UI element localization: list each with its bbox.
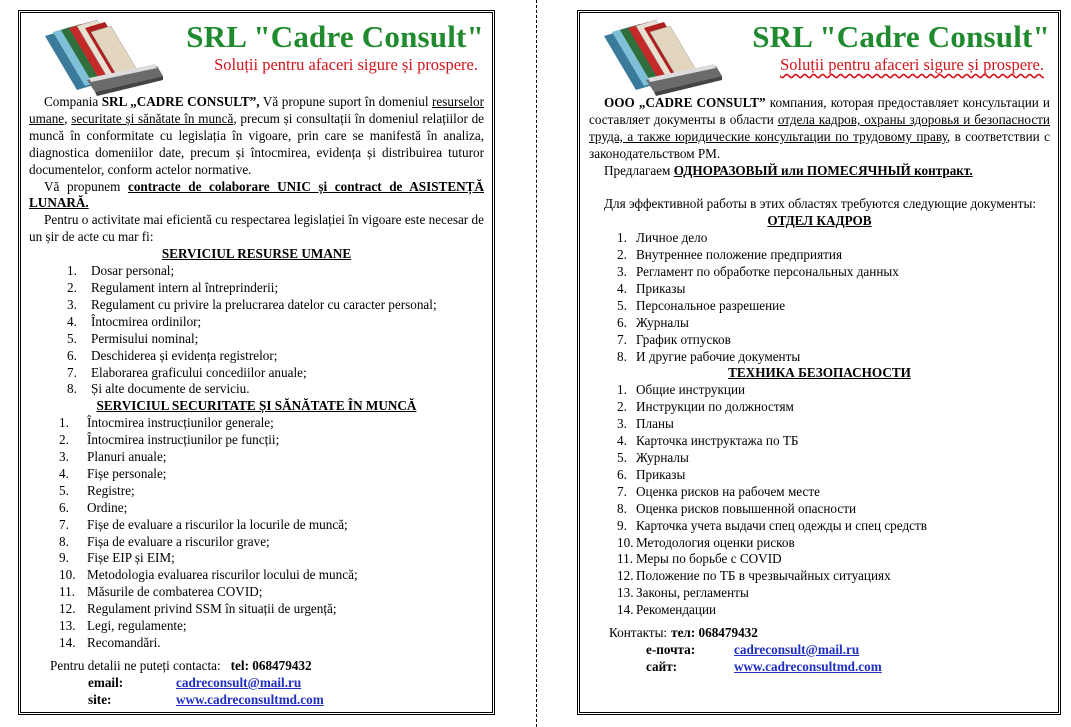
list-item: 7. График отпусков [617, 331, 731, 347]
list-item: 11. Меры по борьбе с COVID [617, 551, 782, 567]
requirements-paragraph: Для эффективной работы в этих областях требуются следующие документы: [604, 196, 1036, 212]
ssm-list [589, 382, 1050, 619]
hr-list [29, 263, 484, 398]
contact-lead: Контакты: [609, 625, 668, 641]
list-item: 6. Deschiderea și evidența registrelor; [67, 347, 278, 363]
list-item: 1. Dosar personal; [67, 263, 175, 279]
flyer-body [29, 94, 484, 709]
list-item: 3. Planuri anuale; [59, 449, 167, 465]
ssm-domain: securitate și sănătate în muncă [71, 110, 234, 126]
intro-paragraph [589, 95, 1050, 163]
list-item: 2. Инструкции по должностям [617, 399, 794, 415]
intro-lead: Compania [44, 94, 102, 109]
list-item: 3. Регламент по обработке персональных данных [617, 264, 899, 280]
list-item: 9. Карточка учета выдачи спец одежды и спец средств [617, 517, 928, 533]
company-title: SRL "Cadre Consult" [186, 19, 484, 54]
list-item: 8. Fișa de evaluare a riscurilor grave; [59, 533, 270, 549]
list-item: 1. Общие инструкции [617, 382, 746, 398]
fold-line [536, 0, 537, 727]
company-tagline: Soluții pentru afaceri sigure și prospere. [214, 55, 478, 74]
list-item: 2. Întocmirea instrucțiunilor pe funcții; [59, 432, 280, 448]
list-item: 12. Положение по ТБ в чрезвычайных ситуациях [617, 568, 891, 584]
flyer-romanian [18, 10, 495, 715]
site-label: сайт: [646, 658, 678, 674]
flyer-body [589, 95, 1050, 676]
list-item: 14. Рекомендации [617, 602, 717, 618]
contract-offer: ОДНОРАЗОВЫЙ или ПОМЕСЯЧНЫЙ контракт. [673, 162, 973, 178]
list-item: 4. Fișe personale; [59, 465, 167, 481]
list-item: 3. Планы [617, 416, 674, 432]
list-item: 3. Regulament cu privire la prelucrarea datelor cu caracter personal; [67, 296, 437, 312]
offer-paragraph [29, 179, 484, 213]
contact-lead: Pentru detalii ne puteți contacta: [50, 657, 221, 673]
list-item: 1. Личное дело [617, 230, 708, 246]
company-name: SRL „CADRE CONSULT”, [101, 94, 260, 109]
list-item: 8. И другие рабочие документы [617, 348, 801, 364]
intro-text-3: , precum și consultații în domeniul relațiilor de muncă în conformitate cu legislația în vigoare, prin care se manifestă în analiza, diagnostica domeniilor date, precum și întocmirea, evidența și distribuirea tuturor documentelor, conform actelor normative. [29, 110, 485, 177]
list-item: 7. Elaborarea graficului concediilor anuale; [67, 364, 307, 380]
site-label: site: [88, 691, 112, 707]
list-item: 13. Законы, регламенты [617, 585, 749, 601]
email-link[interactable]: cadreconsult@mail.ru [176, 674, 302, 690]
list-item: 10. Metodologia evaluarea riscurilor locului de muncă; [59, 567, 358, 583]
list-item: 6. Ordine; [59, 499, 128, 515]
list-item: 2. Внутреннее положение предприятия [617, 247, 843, 263]
list-item: 14. Recomandări. [59, 635, 161, 650]
list-item: 8. Оценка рисков повышенной опасности [617, 500, 857, 516]
ssm-heading: ТЕХНИКА БЕЗОПАСНОСТИ [728, 365, 911, 381]
list-item: 6. Приказы [617, 466, 686, 482]
offer-paragraph [589, 163, 1050, 180]
list-item: 6. Журналы [617, 314, 689, 330]
hr-domain: resurselor umane [29, 94, 484, 126]
email-label: е-почта: [646, 641, 696, 657]
offer-lead: Предлагаем [604, 162, 674, 178]
flyer-russian [577, 10, 1061, 715]
hr-heading: SERVICIUL RESURSE UMANE [161, 246, 352, 262]
list-item: 5. Персональное разрешение [617, 297, 786, 313]
list-item: 5. Permisului nominal; [67, 330, 199, 346]
company-tagline: Soluții pentru afaceri sigure și prospere. [780, 55, 1044, 74]
list-item: 9. Fișe EIP și EIM; [59, 550, 175, 566]
intro-paragraph [29, 94, 484, 179]
email-label: email: [88, 674, 124, 690]
phone-number: тел: 068479432 [671, 625, 758, 641]
phone-number: tel: 068479432 [230, 657, 312, 673]
list-item: 10. Методология оценки рисков [617, 534, 795, 550]
email-link[interactable]: cadreconsult@mail.ru [734, 641, 860, 657]
contract-offer: contracte de colaborare UNIC și contract de ASISTENȚĂ LUNARĂ. [29, 178, 484, 211]
list-item: 4. Întocmirea ordinilor; [67, 313, 202, 329]
list-item: 7. Оценка рисков на рабочем месте [617, 483, 820, 499]
site-link[interactable]: www.cadreconsultmd.com [734, 658, 882, 674]
intro-text-2: , [64, 110, 72, 126]
ssm-heading: SERVICIUL SECURITATE ȘI SĂNĂTATE ÎN MUNCĂ [96, 398, 417, 414]
contact-block [29, 658, 484, 709]
list-item: 1. Întocmirea instrucțiunilor generale; [59, 415, 274, 431]
list-item: 7. Fișe de evaluare a riscurilor la locurile de muncă; [59, 516, 348, 532]
ssm-list [29, 415, 484, 652]
contact-block [589, 625, 1050, 676]
intro-text-1: компания, которая предоставляет консультации и составляет документы в области [589, 95, 1050, 127]
list-item: 13. Legi, regulamente; [59, 618, 187, 634]
site-link[interactable]: www.cadreconsultmd.com [176, 691, 324, 707]
hr-list [589, 230, 1050, 365]
list-item: 12. Regulament privind SSM în situații de urgență; [59, 601, 337, 617]
list-item: 4. Карточка инструктажа по ТБ [617, 433, 799, 449]
intro-text-1: Vă propune suport în domeniul [259, 94, 432, 109]
services-domain: отдела кадров, охраны здоровья и безопасности труда, а также юридические консультации по трудовому праву [589, 111, 1050, 144]
list-item: 11. Măsurile de combaterea COVID; [59, 584, 263, 600]
list-item: 4. Приказы [617, 280, 686, 296]
company-title: SRL "Cadre Consult" [752, 19, 1050, 54]
list-item: 8. Și alte documente de serviciu. [67, 381, 250, 397]
hr-heading: ОТДЕЛ КАДРОВ [767, 213, 872, 229]
list-item: 5. Журналы [617, 450, 689, 466]
list-item: 5. Registre; [59, 482, 135, 498]
company-name: ООО „CADRE CONSULT” [604, 95, 766, 110]
list-item: 2. Regulament intern al întreprinderii; [67, 279, 279, 295]
requirements-paragraph: Pentru o activitate mai eficientă cu respectarea legislației în vigoare este necesar de un șir de acte cu mar fi: [29, 212, 484, 245]
intro-text-2: , в соответствии с законодательством РМ. [589, 128, 1050, 161]
offer-lead: Vă propunem [44, 178, 128, 194]
